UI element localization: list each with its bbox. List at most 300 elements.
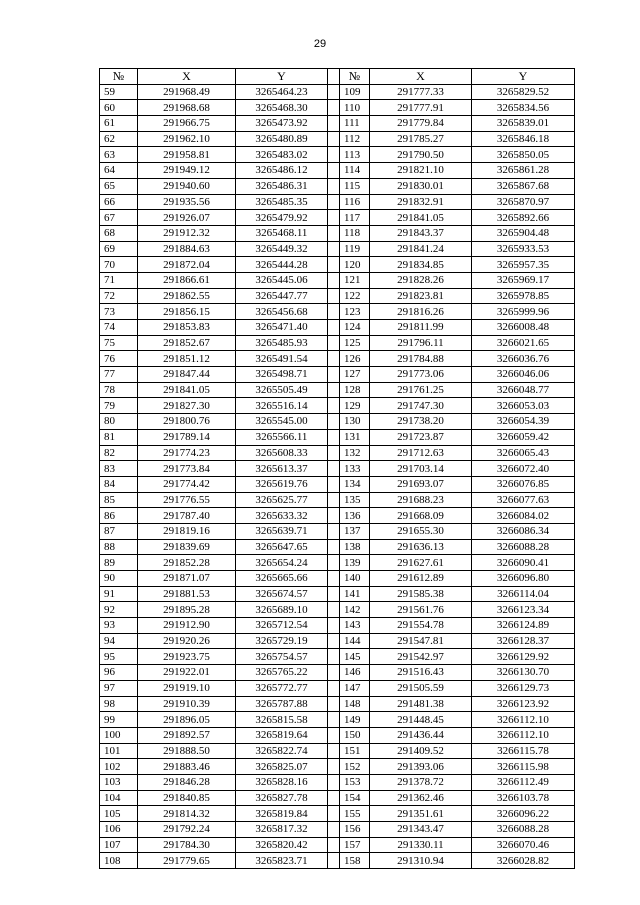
cell-y-left: 3265608.33 xyxy=(236,445,328,461)
cell-y-left: 3265665.66 xyxy=(236,571,328,587)
cell-x-left: 291774.42 xyxy=(138,476,236,492)
cell-number-right: 113 xyxy=(340,147,370,163)
cell-number-left: 90 xyxy=(100,571,138,587)
column-separator xyxy=(328,774,340,790)
cell-y-right: 3266077.63 xyxy=(472,492,575,508)
column-separator xyxy=(328,633,340,649)
cell-number-right: 144 xyxy=(340,633,370,649)
table-row xyxy=(100,743,575,759)
column-separator xyxy=(328,414,340,430)
cell-x-left: 291892.57 xyxy=(138,727,236,743)
cell-x-left: 291784.30 xyxy=(138,837,236,853)
cell-y-left: 3265483.02 xyxy=(236,147,328,163)
cell-x-right: 291668.09 xyxy=(370,508,472,524)
cell-x-right: 291834.85 xyxy=(370,257,472,273)
cell-x-left: 291872.04 xyxy=(138,257,236,273)
table-row xyxy=(100,539,575,555)
cell-x-left: 291776.55 xyxy=(138,492,236,508)
cell-number-left: 89 xyxy=(100,555,138,571)
cell-y-left: 3265817.32 xyxy=(236,822,328,838)
cell-y-right: 3266130.70 xyxy=(472,665,575,681)
cell-x-right: 291823.81 xyxy=(370,288,472,304)
cell-y-right: 3265904.48 xyxy=(472,225,575,241)
table-row xyxy=(100,414,575,430)
cell-x-left: 291819.16 xyxy=(138,523,236,539)
cell-y-right: 3265846.18 xyxy=(472,131,575,147)
column-separator xyxy=(328,618,340,634)
cell-number-left: 79 xyxy=(100,398,138,414)
column-separator xyxy=(328,665,340,681)
cell-number-right: 141 xyxy=(340,586,370,602)
cell-number-right: 149 xyxy=(340,712,370,728)
cell-y-right: 3266115.98 xyxy=(472,759,575,775)
cell-y-left: 3265516.14 xyxy=(236,398,328,414)
table-row xyxy=(100,508,575,524)
cell-y-right: 3266048.77 xyxy=(472,382,575,398)
cell-y-left: 3265820.42 xyxy=(236,837,328,853)
cell-y-right: 3266046.06 xyxy=(472,367,575,383)
column-separator xyxy=(328,853,340,869)
column-separator xyxy=(328,194,340,210)
cell-x-right: 291747.30 xyxy=(370,398,472,414)
table-row xyxy=(100,492,575,508)
cell-number-right: 130 xyxy=(340,414,370,430)
cell-number-right: 132 xyxy=(340,445,370,461)
cell-number-right: 122 xyxy=(340,288,370,304)
cell-x-left: 291881.53 xyxy=(138,586,236,602)
table-row xyxy=(100,712,575,728)
cell-number-right: 123 xyxy=(340,304,370,320)
cell-number-left: 101 xyxy=(100,743,138,759)
table-row xyxy=(100,602,575,618)
column-separator xyxy=(328,476,340,492)
cell-number-right: 116 xyxy=(340,194,370,210)
header-x-right: X xyxy=(370,69,472,85)
cell-x-left: 291968.49 xyxy=(138,84,236,100)
table-body xyxy=(100,84,575,868)
header-y-right: Y xyxy=(472,69,575,85)
cell-x-left: 291871.07 xyxy=(138,571,236,587)
cell-x-left: 291792.24 xyxy=(138,822,236,838)
cell-number-right: 126 xyxy=(340,351,370,367)
cell-x-right: 291777.33 xyxy=(370,84,472,100)
cell-number-left: 92 xyxy=(100,602,138,618)
cell-y-right: 3266129.73 xyxy=(472,680,575,696)
column-separator xyxy=(328,257,340,273)
column-separator xyxy=(328,131,340,147)
cell-y-left: 3265625.77 xyxy=(236,492,328,508)
cell-x-left: 291958.81 xyxy=(138,147,236,163)
cell-y-left: 3265822.74 xyxy=(236,743,328,759)
cell-x-right: 291761.25 xyxy=(370,382,472,398)
cell-y-right: 3266053.03 xyxy=(472,398,575,414)
cell-number-right: 114 xyxy=(340,163,370,179)
column-separator xyxy=(328,382,340,398)
cell-number-right: 146 xyxy=(340,665,370,681)
cell-x-right: 291627.61 xyxy=(370,555,472,571)
coordinates-table xyxy=(99,68,575,869)
table-row xyxy=(100,476,575,492)
cell-x-right: 291351.61 xyxy=(370,806,472,822)
cell-x-right: 291796.11 xyxy=(370,335,472,351)
cell-y-left: 3265505.49 xyxy=(236,382,328,398)
cell-y-right: 3266090.41 xyxy=(472,555,575,571)
column-separator xyxy=(328,727,340,743)
cell-y-left: 3265468.30 xyxy=(236,100,328,116)
cell-number-right: 140 xyxy=(340,571,370,587)
cell-y-right: 3266112.10 xyxy=(472,727,575,743)
table-row xyxy=(100,555,575,571)
cell-y-left: 3265619.76 xyxy=(236,476,328,492)
table-row xyxy=(100,837,575,853)
cell-y-right: 3266115.78 xyxy=(472,743,575,759)
cell-number-right: 109 xyxy=(340,84,370,100)
cell-y-left: 3265491.54 xyxy=(236,351,328,367)
table-row xyxy=(100,225,575,241)
table-row xyxy=(100,178,575,194)
cell-x-left: 291919.10 xyxy=(138,680,236,696)
cell-y-left: 3265486.12 xyxy=(236,163,328,179)
cell-x-right: 291811.99 xyxy=(370,320,472,336)
table-row xyxy=(100,445,575,461)
cell-number-left: 81 xyxy=(100,429,138,445)
cell-x-right: 291832.91 xyxy=(370,194,472,210)
column-separator xyxy=(328,508,340,524)
column-separator xyxy=(328,586,340,602)
cell-number-right: 124 xyxy=(340,320,370,336)
column-separator xyxy=(328,116,340,132)
cell-y-left: 3265639.71 xyxy=(236,523,328,539)
cell-y-right: 3266054.39 xyxy=(472,414,575,430)
cell-x-left: 291856.15 xyxy=(138,304,236,320)
cell-number-left: 75 xyxy=(100,335,138,351)
cell-x-left: 291846.28 xyxy=(138,774,236,790)
column-separator xyxy=(328,147,340,163)
cell-x-left: 291912.32 xyxy=(138,225,236,241)
column-separator xyxy=(328,680,340,696)
cell-x-left: 291949.12 xyxy=(138,163,236,179)
cell-y-right: 3265839.01 xyxy=(472,116,575,132)
table-row xyxy=(100,586,575,602)
header-x-left: X xyxy=(138,69,236,85)
cell-y-left: 3265449.32 xyxy=(236,241,328,257)
cell-number-right: 152 xyxy=(340,759,370,775)
column-separator xyxy=(328,696,340,712)
cell-y-right: 3265978.85 xyxy=(472,288,575,304)
table-row xyxy=(100,194,575,210)
cell-x-right: 291561.76 xyxy=(370,602,472,618)
cell-x-left: 291847.44 xyxy=(138,367,236,383)
cell-number-right: 118 xyxy=(340,225,370,241)
table-row xyxy=(100,774,575,790)
cell-number-left: 64 xyxy=(100,163,138,179)
table-row xyxy=(100,351,575,367)
cell-x-right: 291830.01 xyxy=(370,178,472,194)
cell-number-right: 115 xyxy=(340,178,370,194)
column-separator xyxy=(328,351,340,367)
table-row xyxy=(100,116,575,132)
cell-number-right: 151 xyxy=(340,743,370,759)
column-separator xyxy=(328,822,340,838)
cell-y-left: 3265566.11 xyxy=(236,429,328,445)
cell-x-right: 291310.94 xyxy=(370,853,472,869)
cell-number-left: 74 xyxy=(100,320,138,336)
cell-number-right: 127 xyxy=(340,367,370,383)
cell-number-left: 88 xyxy=(100,539,138,555)
cell-y-right: 3265969.17 xyxy=(472,272,575,288)
cell-x-left: 291895.28 xyxy=(138,602,236,618)
cell-number-left: 98 xyxy=(100,696,138,712)
cell-x-left: 291935.56 xyxy=(138,194,236,210)
cell-x-right: 291481.38 xyxy=(370,696,472,712)
cell-x-left: 291923.75 xyxy=(138,649,236,665)
cell-x-right: 291777.91 xyxy=(370,100,472,116)
cell-x-left: 291940.60 xyxy=(138,178,236,194)
table-row xyxy=(100,241,575,257)
table-row xyxy=(100,696,575,712)
column-separator xyxy=(328,69,340,85)
cell-y-right: 3265999.96 xyxy=(472,304,575,320)
cell-x-right: 291703.14 xyxy=(370,461,472,477)
cell-x-left: 291912.90 xyxy=(138,618,236,634)
cell-x-left: 291862.55 xyxy=(138,288,236,304)
cell-number-left: 105 xyxy=(100,806,138,822)
cell-x-right: 291585.38 xyxy=(370,586,472,602)
cell-y-left: 3265674.57 xyxy=(236,586,328,602)
table-row xyxy=(100,163,575,179)
cell-y-right: 3266086.34 xyxy=(472,523,575,539)
column-separator xyxy=(328,759,340,775)
cell-x-right: 291779.84 xyxy=(370,116,472,132)
cell-number-left: 99 xyxy=(100,712,138,728)
column-separator xyxy=(328,790,340,806)
cell-y-left: 3265447.77 xyxy=(236,288,328,304)
cell-x-left: 291852.28 xyxy=(138,555,236,571)
cell-y-left: 3265823.71 xyxy=(236,853,328,869)
cell-y-right: 3266088.28 xyxy=(472,539,575,555)
column-separator xyxy=(328,241,340,257)
cell-number-right: 139 xyxy=(340,555,370,571)
cell-x-left: 291866.61 xyxy=(138,272,236,288)
cell-x-right: 291516.43 xyxy=(370,665,472,681)
table-row xyxy=(100,272,575,288)
cell-y-right: 3266124.89 xyxy=(472,618,575,634)
cell-x-left: 291968.68 xyxy=(138,100,236,116)
cell-x-left: 291922.01 xyxy=(138,665,236,681)
cell-number-right: 121 xyxy=(340,272,370,288)
table-row xyxy=(100,571,575,587)
cell-x-right: 291448.45 xyxy=(370,712,472,728)
cell-number-right: 147 xyxy=(340,680,370,696)
header-number-right: № xyxy=(340,69,370,85)
cell-x-right: 291636.13 xyxy=(370,539,472,555)
cell-y-left: 3265633.32 xyxy=(236,508,328,524)
table-row xyxy=(100,335,575,351)
column-separator xyxy=(328,602,340,618)
cell-x-left: 291962.10 xyxy=(138,131,236,147)
cell-number-right: 117 xyxy=(340,210,370,226)
cell-number-right: 136 xyxy=(340,508,370,524)
cell-y-left: 3265825.07 xyxy=(236,759,328,775)
cell-y-right: 3266096.80 xyxy=(472,571,575,587)
cell-number-left: 86 xyxy=(100,508,138,524)
column-separator xyxy=(328,712,340,728)
cell-number-left: 60 xyxy=(100,100,138,116)
cell-number-right: 125 xyxy=(340,335,370,351)
cell-x-right: 291841.05 xyxy=(370,210,472,226)
cell-x-right: 291409.52 xyxy=(370,743,472,759)
cell-x-right: 291436.44 xyxy=(370,727,472,743)
cell-y-right: 3266123.34 xyxy=(472,602,575,618)
cell-y-right: 3266059.42 xyxy=(472,429,575,445)
cell-y-left: 3265827.78 xyxy=(236,790,328,806)
cell-x-left: 291787.40 xyxy=(138,508,236,524)
table-row xyxy=(100,429,575,445)
cell-number-left: 96 xyxy=(100,665,138,681)
cell-number-right: 153 xyxy=(340,774,370,790)
cell-number-right: 119 xyxy=(340,241,370,257)
column-separator xyxy=(328,445,340,461)
cell-y-right: 3266070.46 xyxy=(472,837,575,853)
cell-y-right: 3266072.40 xyxy=(472,461,575,477)
cell-number-left: 103 xyxy=(100,774,138,790)
cell-x-right: 291655.30 xyxy=(370,523,472,539)
cell-y-right: 3265829.52 xyxy=(472,84,575,100)
table-row xyxy=(100,100,575,116)
cell-y-right: 3266008.48 xyxy=(472,320,575,336)
cell-y-left: 3265815.58 xyxy=(236,712,328,728)
column-separator xyxy=(328,272,340,288)
cell-number-left: 63 xyxy=(100,147,138,163)
column-separator xyxy=(328,320,340,336)
column-separator xyxy=(328,100,340,116)
cell-x-right: 291693.07 xyxy=(370,476,472,492)
cell-x-left: 291774.23 xyxy=(138,445,236,461)
cell-y-right: 3265892.66 xyxy=(472,210,575,226)
cell-number-left: 106 xyxy=(100,822,138,838)
cell-x-left: 291883.46 xyxy=(138,759,236,775)
cell-number-right: 110 xyxy=(340,100,370,116)
column-separator xyxy=(328,163,340,179)
cell-x-right: 291816.26 xyxy=(370,304,472,320)
table-row xyxy=(100,727,575,743)
cell-y-left: 3265445.06 xyxy=(236,272,328,288)
cell-y-right: 3265870.97 xyxy=(472,194,575,210)
cell-number-left: 95 xyxy=(100,649,138,665)
column-separator xyxy=(328,398,340,414)
column-separator xyxy=(328,806,340,822)
table-row xyxy=(100,649,575,665)
cell-y-left: 3265444.28 xyxy=(236,257,328,273)
cell-number-left: 94 xyxy=(100,633,138,649)
cell-y-left: 3265471.40 xyxy=(236,320,328,336)
column-separator xyxy=(328,837,340,853)
column-separator xyxy=(328,429,340,445)
cell-x-left: 291800.76 xyxy=(138,414,236,430)
cell-number-right: 129 xyxy=(340,398,370,414)
cell-y-right: 3266103.78 xyxy=(472,790,575,806)
cell-y-left: 3265485.35 xyxy=(236,194,328,210)
cell-x-left: 291814.32 xyxy=(138,806,236,822)
cell-number-left: 97 xyxy=(100,680,138,696)
column-separator xyxy=(328,492,340,508)
cell-y-left: 3265473.92 xyxy=(236,116,328,132)
column-separator xyxy=(328,539,340,555)
cell-x-right: 291773.06 xyxy=(370,367,472,383)
cell-y-right: 3266128.37 xyxy=(472,633,575,649)
cell-y-right: 3266065.43 xyxy=(472,445,575,461)
cell-x-left: 291773.84 xyxy=(138,461,236,477)
column-separator xyxy=(328,555,340,571)
table-row xyxy=(100,147,575,163)
cell-number-right: 137 xyxy=(340,523,370,539)
cell-number-right: 112 xyxy=(340,131,370,147)
cell-x-right: 291723.87 xyxy=(370,429,472,445)
cell-y-left: 3265479.92 xyxy=(236,210,328,226)
cell-number-left: 78 xyxy=(100,382,138,398)
cell-number-left: 73 xyxy=(100,304,138,320)
cell-y-right: 3266084.02 xyxy=(472,508,575,524)
table-row xyxy=(100,304,575,320)
cell-number-right: 131 xyxy=(340,429,370,445)
cell-y-left: 3265729.19 xyxy=(236,633,328,649)
cell-y-left: 3265765.22 xyxy=(236,665,328,681)
cell-y-left: 3265647.65 xyxy=(236,539,328,555)
table-row xyxy=(100,665,575,681)
cell-number-left: 69 xyxy=(100,241,138,257)
cell-x-right: 291688.23 xyxy=(370,492,472,508)
cell-x-left: 291852.67 xyxy=(138,335,236,351)
cell-number-left: 71 xyxy=(100,272,138,288)
column-separator xyxy=(328,367,340,383)
cell-y-left: 3265485.93 xyxy=(236,335,328,351)
cell-number-left: 85 xyxy=(100,492,138,508)
cell-y-left: 3265654.24 xyxy=(236,555,328,571)
cell-x-left: 291926.07 xyxy=(138,210,236,226)
cell-number-left: 67 xyxy=(100,210,138,226)
cell-y-left: 3265498.71 xyxy=(236,367,328,383)
cell-y-right: 3265850.05 xyxy=(472,147,575,163)
cell-number-right: 154 xyxy=(340,790,370,806)
table-row xyxy=(100,382,575,398)
cell-number-right: 156 xyxy=(340,822,370,838)
cell-number-left: 107 xyxy=(100,837,138,853)
cell-x-right: 291554.78 xyxy=(370,618,472,634)
table-row xyxy=(100,320,575,336)
cell-x-right: 291612.89 xyxy=(370,571,472,587)
cell-x-right: 291343.47 xyxy=(370,822,472,838)
column-separator xyxy=(328,178,340,194)
cell-y-left: 3265772.77 xyxy=(236,680,328,696)
table-row xyxy=(100,523,575,539)
cell-x-left: 291966.75 xyxy=(138,116,236,132)
cell-y-left: 3265468.11 xyxy=(236,225,328,241)
cell-number-right: 138 xyxy=(340,539,370,555)
cell-y-right: 3266112.49 xyxy=(472,774,575,790)
cell-number-left: 100 xyxy=(100,727,138,743)
cell-number-left: 62 xyxy=(100,131,138,147)
cell-number-right: 157 xyxy=(340,837,370,853)
cell-x-right: 291712.63 xyxy=(370,445,472,461)
table-row xyxy=(100,759,575,775)
cell-x-right: 291738.20 xyxy=(370,414,472,430)
cell-y-right: 3265933.53 xyxy=(472,241,575,257)
cell-x-right: 291542.97 xyxy=(370,649,472,665)
table-row xyxy=(100,461,575,477)
cell-x-left: 291779.65 xyxy=(138,853,236,869)
cell-y-right: 3265957.35 xyxy=(472,257,575,273)
cell-number-right: 155 xyxy=(340,806,370,822)
